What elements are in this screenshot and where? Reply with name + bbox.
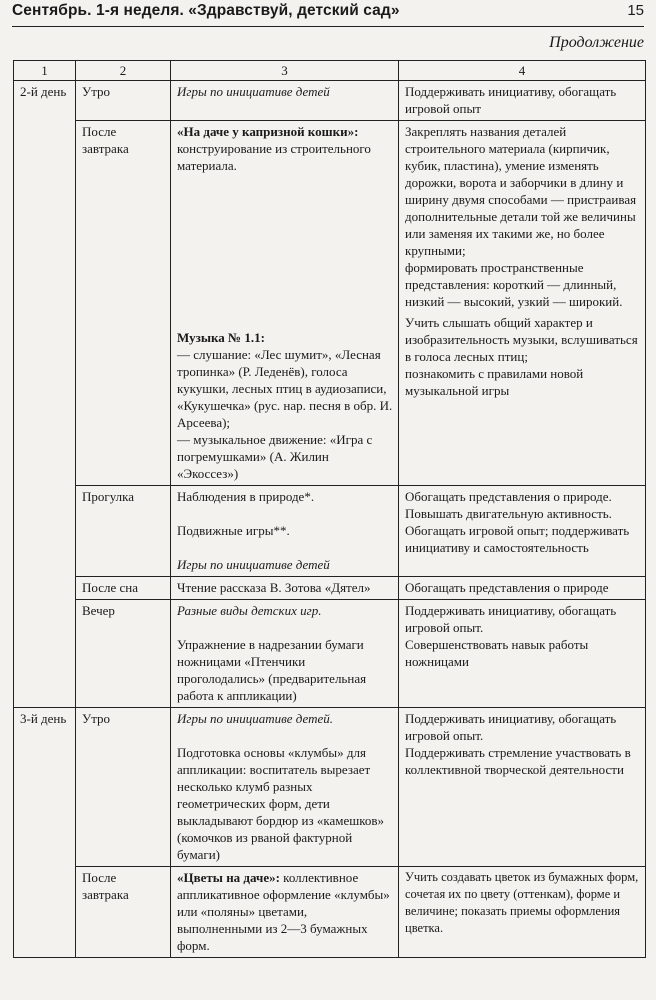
activity-cell: Чтение рассказа В. Зотова «Дятел» bbox=[171, 577, 399, 600]
goal-text: Поддерживать инициативу, обогащать игровой опыт. bbox=[405, 603, 617, 635]
continuation-label: Продолжение bbox=[549, 34, 644, 51]
goal-text: Совершенствовать навык работы ножницами bbox=[405, 637, 589, 669]
table-row bbox=[14, 121, 646, 486]
goal-cell: Поддерживать инициативу, обогащать игровой опыт bbox=[399, 81, 646, 121]
period-label: После завтрака bbox=[76, 121, 171, 486]
page-header bbox=[12, 0, 644, 27]
goal-text: Закреплять названия деталей строительного материала (кирпичик, кубик, пластина), умение изменять дорожки, ворота и заборчики в длину и ширину двумя способами — пристраивая дополнительные детали той же величины или заменяя их такими же, но более крупными; bbox=[405, 124, 637, 258]
activity-text: Подвижные игры**. bbox=[177, 523, 290, 538]
activity-text: конструирование из строительного материала. bbox=[177, 141, 371, 173]
day-label: 2-й день bbox=[14, 81, 76, 708]
music-text: — музыкальное движение: «Игра с погремушками» (А. Жилин «Экоссез») bbox=[177, 432, 373, 481]
column-header-1: 1 bbox=[14, 61, 76, 81]
period-label: После завтрака bbox=[76, 867, 171, 958]
goal-text: формировать пространственные представления: короткий — длинный, низкий — высокий, узкий — широкий. bbox=[405, 260, 623, 309]
goal-text: Поддерживать инициативу, обогащать игровой опыт. bbox=[405, 711, 617, 743]
period-label: Прогулка bbox=[76, 486, 171, 577]
column-header-2: 2 bbox=[76, 61, 171, 81]
goal-text: Поддерживать стремление участвовать в коллективной творческой деятельности bbox=[405, 745, 631, 777]
goal-text: Обогащать представления о природе. bbox=[405, 489, 612, 504]
activity-cell bbox=[171, 708, 399, 867]
activity-title: «На даче у капризной кошки»: bbox=[177, 124, 359, 139]
table-row bbox=[14, 81, 646, 121]
activity-title: «Цветы на даче»: bbox=[177, 870, 280, 885]
activity-text: Упражнение в надрезании бумаги ножницами «Птенчики проголодались» (предварительная работа к аппликации) bbox=[177, 637, 367, 703]
period-label: Утро bbox=[76, 81, 171, 121]
goal-text: Повышать двигательную активность. bbox=[405, 506, 612, 521]
table-row bbox=[14, 600, 646, 708]
column-header-3: 3 bbox=[171, 61, 399, 81]
activity-text: Игры по инициативе детей bbox=[177, 557, 330, 572]
goal-cell bbox=[399, 600, 646, 708]
table-row bbox=[14, 708, 646, 867]
activity-text: коллективное аппликативное оформление «клумбы» или «поляны» цветами, выполненными из 2—3 бумажных форм. bbox=[177, 870, 390, 953]
goal-text: Учить слышать общий характер и изобразительность музыки, вслушиваться в голоса лесных птиц; bbox=[405, 315, 638, 364]
period-label: Утро bbox=[76, 708, 171, 867]
music-text: — слушание: «Лес шумит», «Лесная тропинка» (Р. Леденёв), голоса кукушки, лесных птиц в аудиозаписи, «Кукушечка» (рус. нар. песня в обр. И. Арсеева); bbox=[177, 347, 393, 430]
activity-text: Игры по инициативе детей. bbox=[177, 711, 334, 726]
goal-cell bbox=[399, 121, 646, 486]
activity-cell bbox=[171, 600, 399, 708]
period-label: Вечер bbox=[76, 600, 171, 708]
schedule-table bbox=[13, 60, 646, 958]
page-number: 15 bbox=[627, 2, 644, 19]
goal-cell bbox=[399, 708, 646, 867]
goal-text: Обогащать игровой опыт; поддерживать инициативу и самостоятельность bbox=[405, 523, 630, 555]
column-header-4: 4 bbox=[399, 61, 646, 81]
day-label: 3-й день bbox=[14, 708, 76, 958]
table-row bbox=[14, 486, 646, 577]
period-label: После сна bbox=[76, 577, 171, 600]
goal-cell: Обогащать представления о природе bbox=[399, 577, 646, 600]
goal-text: познакомить с правилами новой музыкальной игры bbox=[405, 366, 584, 398]
header-row bbox=[14, 61, 646, 81]
activity-cell bbox=[171, 867, 399, 958]
activity-text: Разные виды детских игр. bbox=[177, 603, 322, 618]
music-title: Музыка № 1.1: bbox=[177, 330, 265, 345]
table-row bbox=[14, 577, 646, 600]
activity-text: Наблюдения в природе*. bbox=[177, 489, 315, 504]
goal-cell bbox=[399, 486, 646, 577]
goal-cell: Учить создавать цветок из бумажных форм, сочетая их по цвету (оттенкам), форме и величине; показать приемы оформления цветка. bbox=[399, 867, 646, 958]
table-row bbox=[14, 867, 646, 958]
activity-text: Игры по инициативе детей bbox=[177, 84, 330, 99]
activity-cell bbox=[171, 486, 399, 577]
header-title: Сентябрь. 1-я неделя. «Здравствуй, детский сад» bbox=[12, 2, 400, 19]
activity-cell bbox=[171, 81, 399, 121]
activity-text: Подготовка основы «клумбы» для аппликации: воспитатель вырезает несколько клумб разных геометрических форм, дети выкладывают бордюр из «камешков» (комочков из рваной фактурной бумаги) bbox=[177, 745, 385, 862]
activity-cell bbox=[171, 121, 399, 486]
music-block bbox=[177, 329, 393, 482]
